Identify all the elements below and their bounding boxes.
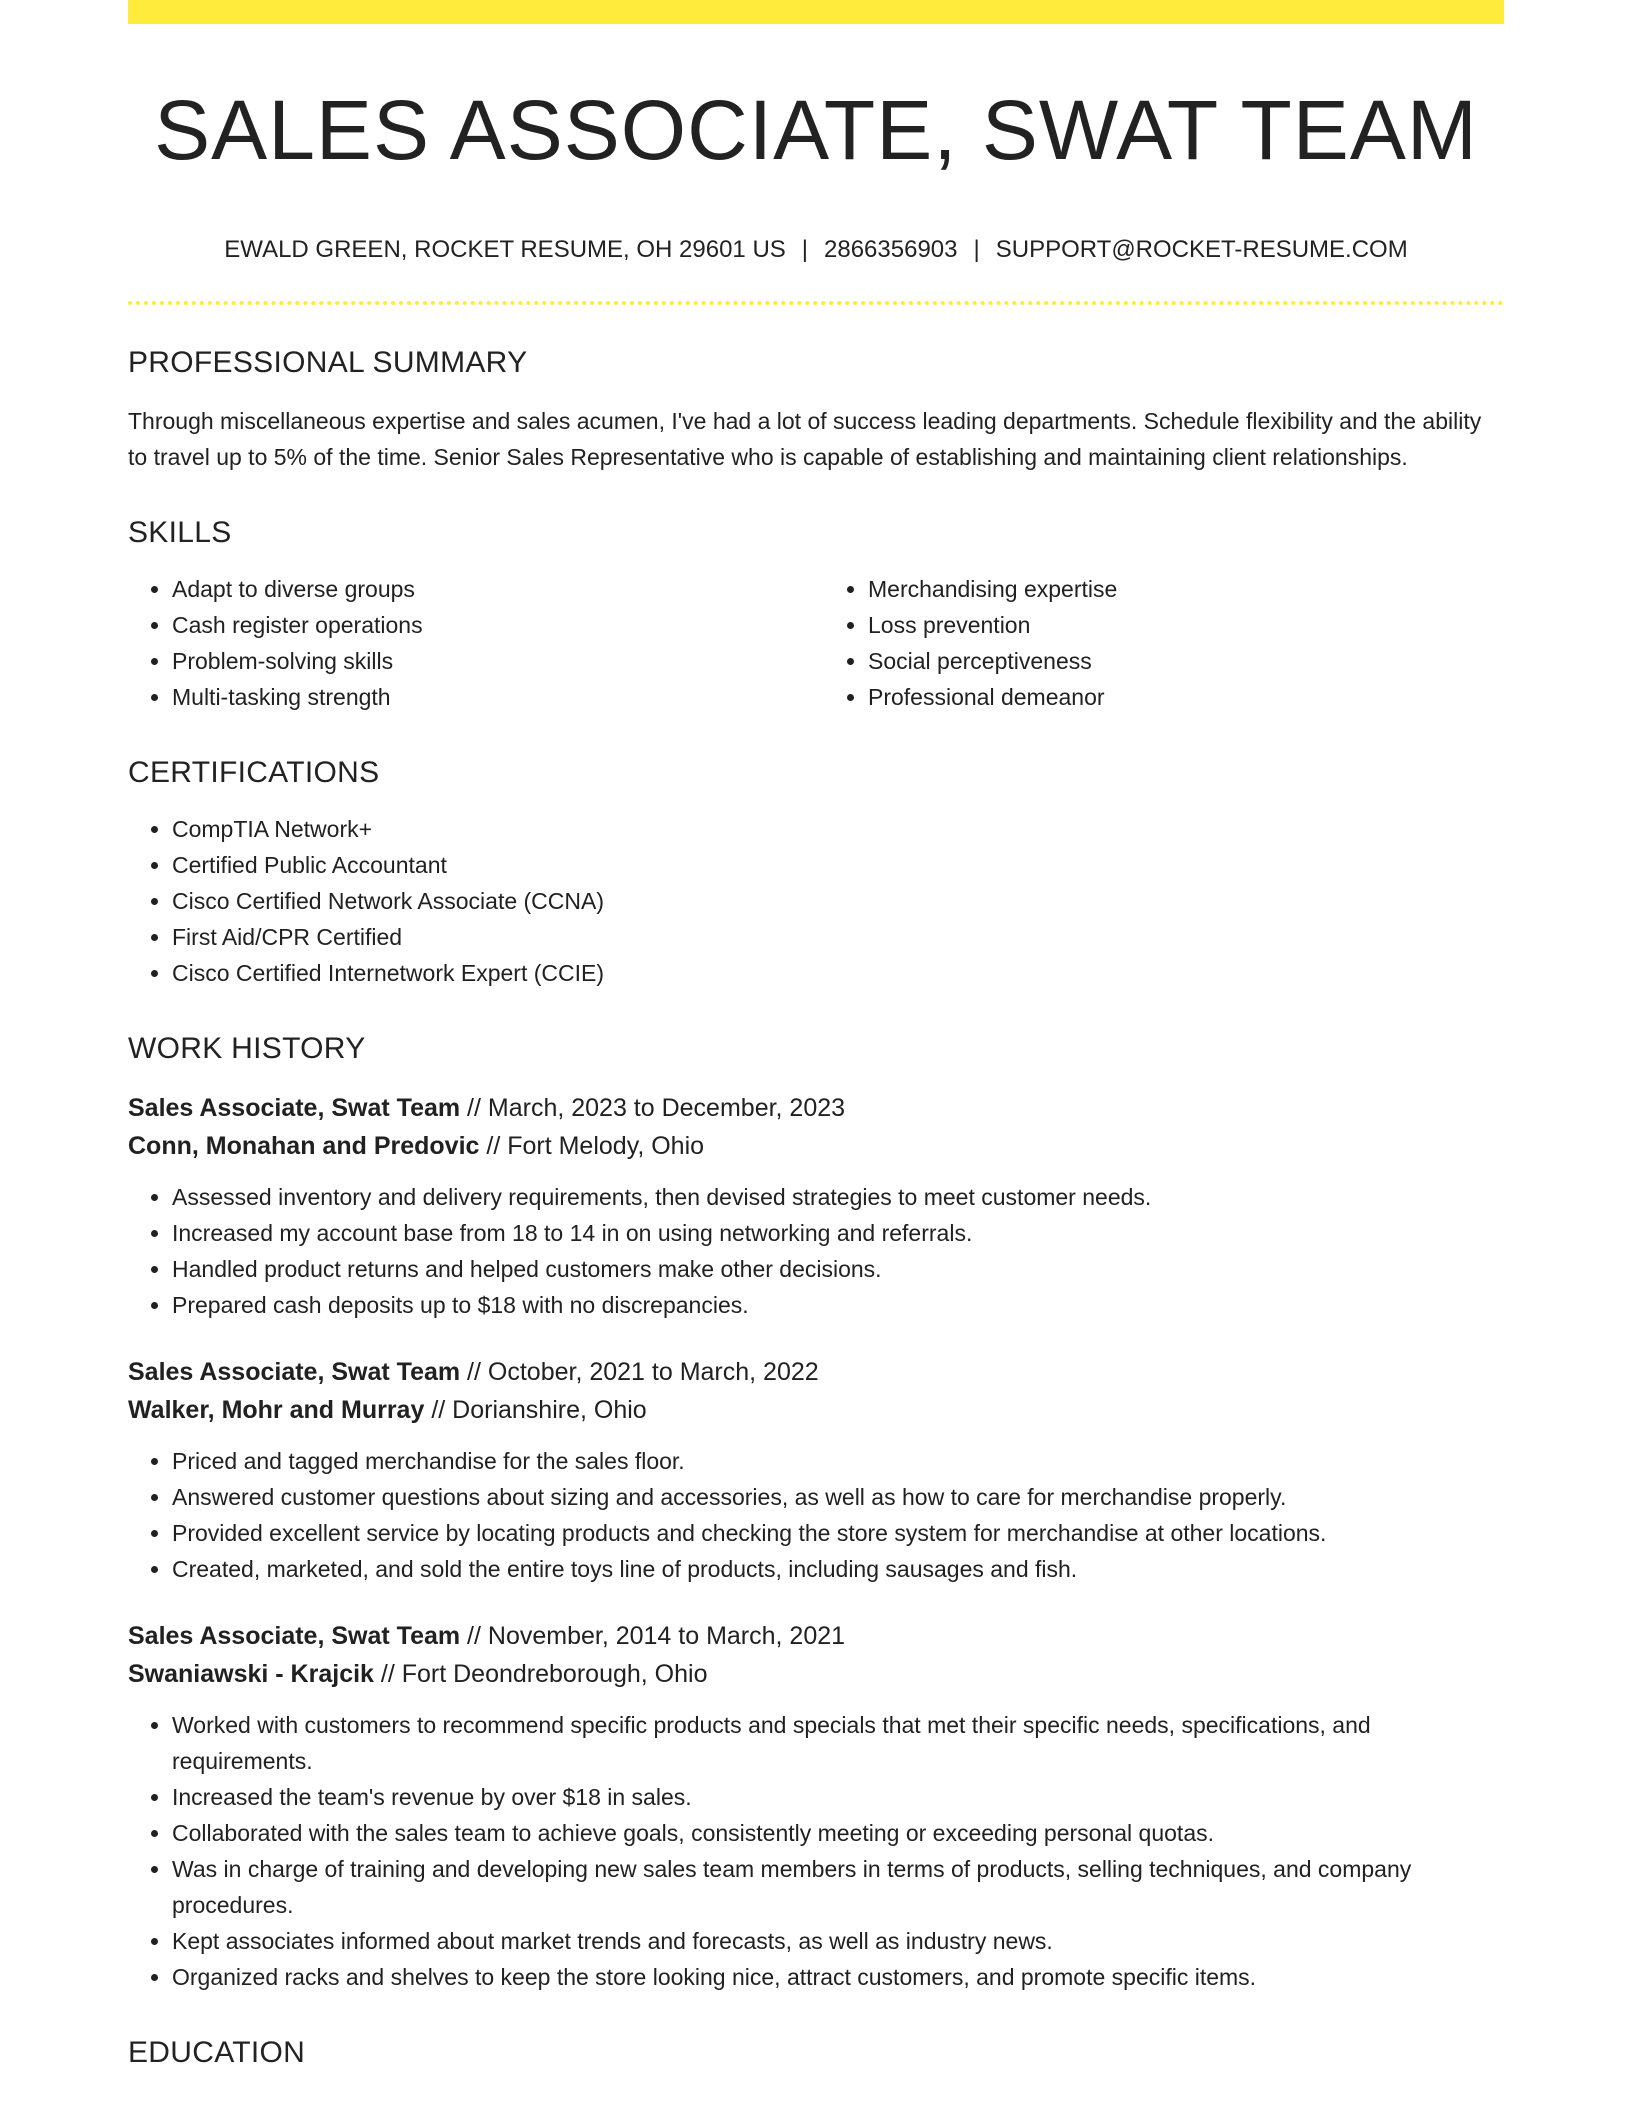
job-dates: // October, 2021 to March, 2022 [460, 1358, 819, 1387]
job-bullet: • Priced and tagged merchandise for the sales floor. [172, 1443, 1504, 1479]
job-bullets [128, 1179, 1504, 1323]
job-entry [128, 1617, 1504, 1995]
skills-section [128, 515, 1504, 715]
skill-item: • Multi-tasking strength [172, 679, 816, 715]
job-company: Swaniawski - Krajcik [128, 1660, 374, 1689]
certifications-section [128, 755, 1504, 991]
skill-item: • Professional demeanor [868, 679, 1504, 715]
contact-line [128, 236, 1504, 265]
work-history-section [128, 1031, 1504, 1995]
skill-item: • Problem-solving skills [172, 643, 816, 679]
job-entry [128, 1353, 1504, 1587]
skill-item: • Merchandising expertise [868, 571, 1504, 607]
job-bullet: • Increased the team's revenue by over $18 in sales. [172, 1779, 1504, 1815]
job-company-line [128, 1391, 1504, 1429]
skills-grid [128, 551, 1504, 715]
skill-item: • Adapt to diverse groups [172, 571, 816, 607]
job-entry [128, 1089, 1504, 1323]
certification-item: • Cisco Certified Internetwork Expert (CCIE) [172, 955, 1504, 991]
job-title-line [128, 1353, 1504, 1391]
job-bullet: • Created, marketed, and sold the entire toys line of products, including sausages and fish. [172, 1551, 1504, 1587]
job-title-line [128, 1617, 1504, 1655]
job-bullet: • Kept associates informed about market trends and forecasts, as well as industry news. [172, 1923, 1504, 1959]
certification-item: • Certified Public Accountant [172, 847, 1504, 883]
dotted-divider [128, 301, 1504, 305]
job-bullets [128, 1443, 1504, 1587]
resume-title: SALES ASSOCIATE, SWAT TEAM [154, 83, 1478, 177]
skills-list-left [128, 571, 816, 715]
job-company: Walker, Mohr and Murray [128, 1396, 425, 1425]
job-title: Sales Associate, Swat Team [128, 1094, 461, 1123]
job-dates: // March, 2023 to December, 2023 [460, 1094, 846, 1123]
skill-item: • Social perceptiveness [868, 643, 1504, 679]
contact-separator: | [801, 236, 809, 264]
summary-section [128, 345, 1504, 475]
summary-text: Through miscellaneous expertise and sales acumen, I've had a lot of success leading departments. Schedule flexibility and the ability to travel up to 5% of the time. Senior Sales Representative who is capable of establishing and maintaining client relationships. [128, 408, 1482, 471]
job-bullet: • Prepared cash deposits up to $18 with no discrepancies. [172, 1287, 1504, 1323]
job-bullet: • Worked with customers to recommend specific products and specials that met their specific needs, specifications, and requirements. [172, 1707, 1504, 1779]
job-location: // Fort Melody, Ohio [479, 1132, 705, 1161]
job-location: // Dorianshire, Ohio [424, 1396, 647, 1425]
job-bullet: • Answered customer questions about sizing and accessories, as well as how to care for merchandise properly. [172, 1479, 1504, 1515]
certification-item: • First Aid/CPR Certified [172, 919, 1504, 955]
certifications-list [128, 811, 1504, 991]
skills-heading: SKILLS [128, 516, 232, 550]
job-bullet: • Assessed inventory and delivery requirements, then devised strategies to meet customer needs. [172, 1179, 1504, 1215]
job-company: Conn, Monahan and Predovic [128, 1132, 480, 1161]
job-bullet: • Was in charge of training and developing new sales team members in terms of products, selling techniques, and company procedures. [172, 1851, 1504, 1923]
resume-page [128, 0, 1504, 2071]
contact-address: EWALD GREEN, ROCKET RESUME, OH 29601 US [224, 236, 786, 264]
education-section [128, 2035, 1504, 2071]
skill-item: • Loss prevention [868, 607, 1504, 643]
certification-item: • Cisco Certified Network Associate (CCNA) [172, 883, 1504, 919]
work-history-heading: WORK HISTORY [128, 1032, 366, 1066]
certification-item: • CompTIA Network+ [172, 811, 1504, 847]
job-bullet: • Increased my account base from 18 to 14 in on using networking and referrals. [172, 1215, 1504, 1251]
summary-heading: PROFESSIONAL SUMMARY [128, 346, 528, 380]
contact-phone: 2866356903 [824, 236, 958, 264]
job-title: Sales Associate, Swat Team [128, 1358, 461, 1387]
job-bullet: • Organized racks and shelves to keep the store looking nice, attract customers, and promote specific items. [172, 1959, 1504, 1995]
job-bullet: • Collaborated with the sales team to achieve goals, consistently meeting or exceeding personal quotas. [172, 1815, 1504, 1851]
contact-separator: | [973, 236, 980, 264]
job-title-line [128, 1089, 1504, 1127]
accent-bar [128, 0, 1504, 24]
skill-item: • Cash register operations [172, 607, 816, 643]
skills-list-right [816, 571, 1504, 715]
job-company-line [128, 1655, 1504, 1693]
job-bullets [128, 1707, 1504, 1995]
job-bullet: • Handled product returns and helped customers make other decisions. [172, 1251, 1504, 1287]
contact-email: SUPPORT@ROCKET-RESUME.COM [995, 236, 1408, 264]
job-company-line [128, 1127, 1504, 1165]
certifications-heading: CERTIFICATIONS [128, 756, 380, 790]
job-dates: // November, 2014 to March, 2021 [460, 1622, 846, 1651]
job-location: // Fort Deondreborough, Ohio [373, 1660, 708, 1689]
education-heading: EDUCATION [128, 2036, 306, 2070]
job-title: Sales Associate, Swat Team [128, 1622, 461, 1651]
job-bullet: • Provided excellent service by locating products and checking the store system for merchandise at other locations. [172, 1515, 1504, 1551]
